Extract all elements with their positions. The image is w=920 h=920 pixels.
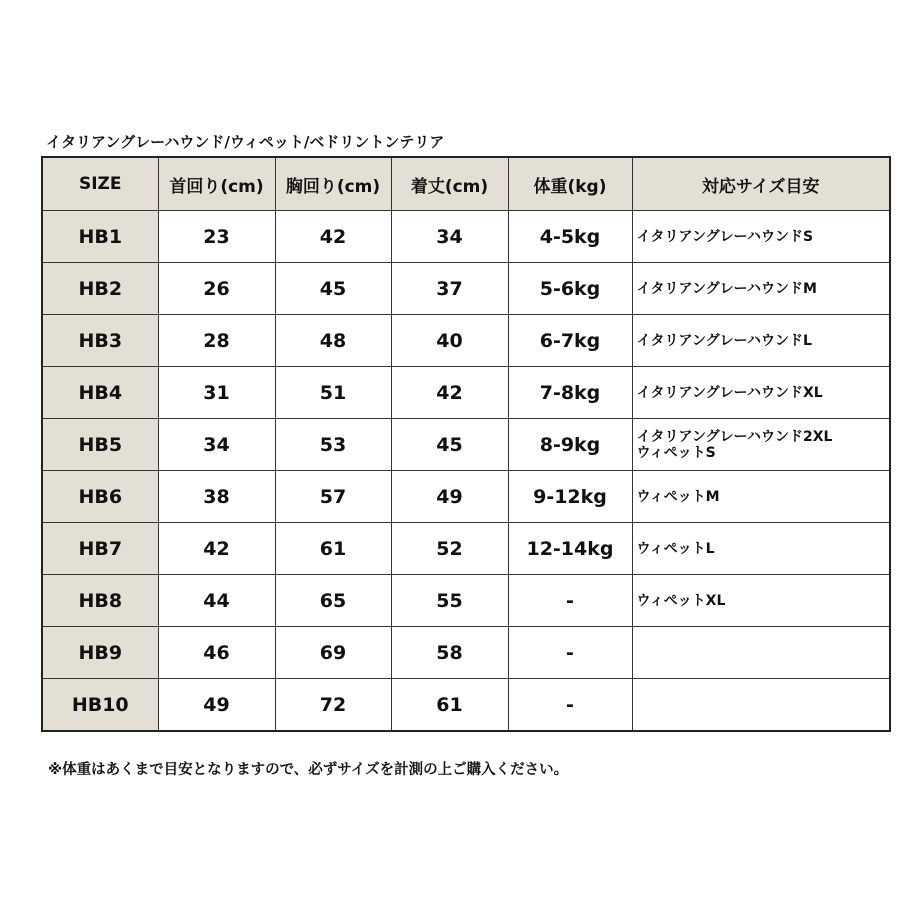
- length-cell: 40: [391, 315, 508, 367]
- fit-cell: [632, 627, 890, 679]
- neck-cell: 49: [158, 679, 275, 732]
- chest-cell: 48: [275, 315, 391, 367]
- fit-line: イタリアングレーハウンドM: [636, 280, 817, 297]
- fit-cell: [632, 315, 890, 367]
- fit-cell: [632, 211, 890, 263]
- size-cell: HB2: [42, 263, 158, 315]
- fit-line: ウィペットS: [636, 444, 716, 461]
- table-row: [42, 211, 890, 263]
- fit-cell: [632, 419, 890, 471]
- neck-cell: 38: [158, 471, 275, 523]
- weight-cell: 5-6kg: [508, 263, 632, 315]
- header-size: SIZE: [42, 157, 158, 211]
- size-cell: HB4: [42, 367, 158, 419]
- header-chest: 胸回り(cm): [275, 157, 391, 211]
- fit-line: イタリアングレーハウンド2XL: [636, 428, 833, 445]
- length-cell: 55: [391, 575, 508, 627]
- weight-cell: 12-14kg: [508, 523, 632, 575]
- chest-cell: 65: [275, 575, 391, 627]
- table-header-row: [42, 157, 890, 211]
- fit-cell: [632, 523, 890, 575]
- length-cell: 58: [391, 627, 508, 679]
- neck-cell: 34: [158, 419, 275, 471]
- chest-cell: 51: [275, 367, 391, 419]
- weight-cell: -: [508, 575, 632, 627]
- weight-cell: 9-12kg: [508, 471, 632, 523]
- size-cell: HB10: [42, 679, 158, 732]
- fit-line: イタリアングレーハウンドXL: [636, 384, 823, 401]
- fit-cell: [632, 471, 890, 523]
- chest-cell: 53: [275, 419, 391, 471]
- chart-title: イタリアングレーハウンド/ウィペット/ベドリントンテリア: [46, 133, 445, 151]
- fit-cell: [632, 679, 890, 732]
- fit-cell: [632, 367, 890, 419]
- weight-note: ※体重はあくまで目安となりますので、必ずサイズを計測の上ご購入ください。: [48, 762, 569, 778]
- fit-cell: [632, 263, 890, 315]
- table-row: [42, 679, 890, 732]
- size-cell: HB3: [42, 315, 158, 367]
- neck-cell: 31: [158, 367, 275, 419]
- weight-cell: 6-7kg: [508, 315, 632, 367]
- table-row: [42, 471, 890, 523]
- table-row: [42, 315, 890, 367]
- table-row: [42, 419, 890, 471]
- length-cell: 34: [391, 211, 508, 263]
- length-cell: 52: [391, 523, 508, 575]
- size-cell: HB5: [42, 419, 158, 471]
- neck-cell: 44: [158, 575, 275, 627]
- fit-line: ウィペットL: [636, 540, 715, 557]
- header-weight: 体重(kg): [508, 157, 632, 211]
- neck-cell: 26: [158, 263, 275, 315]
- size-table: [41, 156, 891, 732]
- weight-cell: 8-9kg: [508, 419, 632, 471]
- length-cell: 42: [391, 367, 508, 419]
- neck-cell: 28: [158, 315, 275, 367]
- length-cell: 61: [391, 679, 508, 732]
- chest-cell: 72: [275, 679, 391, 732]
- weight-cell: -: [508, 627, 632, 679]
- neck-cell: 46: [158, 627, 275, 679]
- weight-cell: 4-5kg: [508, 211, 632, 263]
- table-row: [42, 523, 890, 575]
- chest-cell: 57: [275, 471, 391, 523]
- neck-cell: 23: [158, 211, 275, 263]
- neck-cell: 42: [158, 523, 275, 575]
- fit-cell: [632, 575, 890, 627]
- table-row: [42, 627, 890, 679]
- fit-line: イタリアングレーハウンドL: [636, 332, 812, 349]
- size-cell: HB6: [42, 471, 158, 523]
- size-cell: HB1: [42, 211, 158, 263]
- chest-cell: 42: [275, 211, 391, 263]
- header-length: 着丈(cm): [391, 157, 508, 211]
- size-cell: HB9: [42, 627, 158, 679]
- weight-cell: -: [508, 679, 632, 732]
- chest-cell: 45: [275, 263, 391, 315]
- length-cell: 49: [391, 471, 508, 523]
- fit-line: ウィペットXL: [636, 592, 726, 609]
- chest-cell: 69: [275, 627, 391, 679]
- chest-cell: 61: [275, 523, 391, 575]
- table-row: [42, 367, 890, 419]
- table-row: [42, 263, 890, 315]
- length-cell: 37: [391, 263, 508, 315]
- weight-cell: 7-8kg: [508, 367, 632, 419]
- header-fit: 対応サイズ目安: [632, 157, 890, 211]
- size-cell: HB8: [42, 575, 158, 627]
- length-cell: 45: [391, 419, 508, 471]
- table-row: [42, 575, 890, 627]
- header-neck: 首回り(cm): [158, 157, 275, 211]
- fit-line: イタリアングレーハウンドS: [636, 228, 814, 245]
- size-cell: HB7: [42, 523, 158, 575]
- fit-line: ウィペットM: [636, 488, 720, 505]
